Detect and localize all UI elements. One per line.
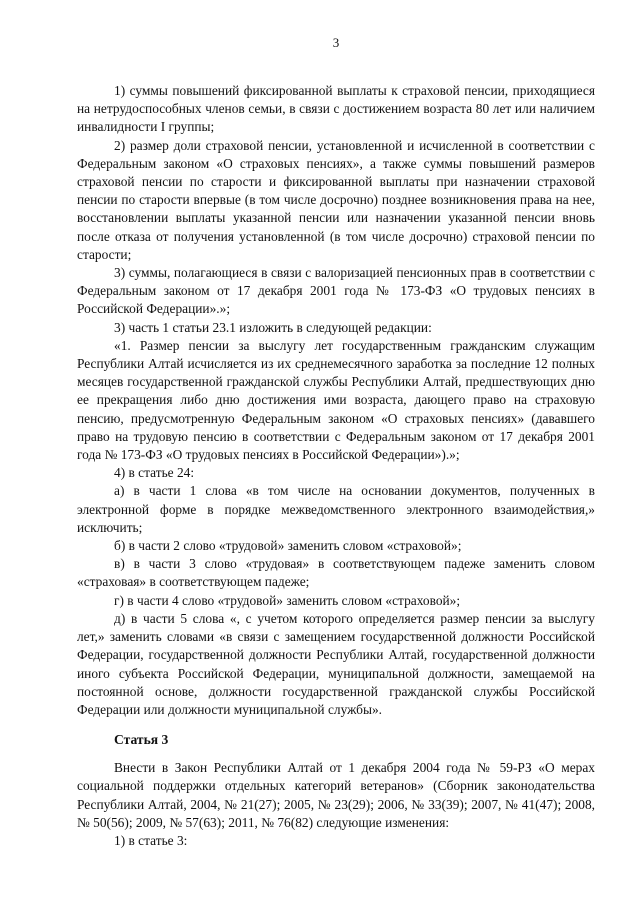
- paragraph-article24: 4) в статье 24:: [114, 465, 195, 481]
- paragraph-item-v: в) в части 3 слово «трудовая» в соответствующем падеже заменить словом «страховая» в соответствующем падеже;: [77, 556, 595, 590]
- paragraph-pension-share: 2) размер доли страховой пенсии, установленной и исчисленной в соответствии с Федеральным законом «О страховых пенсиях», а также суммы повышений размеров страховой пенсии по старости и фиксированной выплаты при назначении страховой пенсии по старости впервые (в том числе досрочно) позднее возникновения права на нее, восстановлении выплаты указанной пенсии или назначении указанной пенсии вновь после отказа от получения установленной (в том числе досрочно) страховой пенсии по старости;: [77, 137, 595, 262]
- document-page: [77, 36, 595, 850]
- paragraph-item-b: б) в части 2 слово «трудовой» заменить словом «страховой»;: [114, 538, 462, 554]
- paragraph-item-d: д) в части 5 слова «, с учетом которого определяется размер пенсии за выслугу лет,» заменить словами «в связи с замещением государственной должности Российской Федерации, государственной должности Республики Алтай, государственной должности иного субъекта Российской Федерации, муниципальной должности, замещаемой на постоянной основе, должности государственной гражданской службы Российской Федерации или должности муниципальной службы».: [77, 610, 595, 717]
- paragraph-amend-law: Внести в Закон Республики Алтай от 1 декабря 2004 года № 59-РЗ «О мерах социальной поддержки отдельных категорий ветеранов» (Сборник законодательства Республики Алтай, 2004, № 21(27); 2005, № 23(29); 2006, № 33(39); 2007, № 41(47); 2008, № 50(56); 2009, № 57(63); 2011, № 76(82) следующие изменения:: [77, 760, 595, 830]
- paragraph-pension-increase: 1) суммы повышений фиксированной выплаты к страховой пенсии, приходящиеся на нетрудоспособных членов семьи, в связи с достижением возраста 80 лет или наличием инвалидности I группы;: [77, 83, 595, 135]
- paragraph-article3: 1) в статье 3:: [114, 832, 188, 848]
- paragraph-item-g: г) в части 4 слово «трудовой» заменить словом «страховой»;: [114, 592, 461, 608]
- paragraph-new-wording: «1. Размер пенсии за выслугу лет государственным гражданским служащим Республики Алтай исчисляется из их среднемесячного заработка за последние 12 полных месяцев государственной гражданской службы Республики Алтай, предшествующих дню ее прекращения либо дню достижения ими возраста, дающего право на страховую пенсию, предусмотренную Федеральным законом «О страховых пенсиях» (дававшего право на трудовую пенсию в соответствии с Федеральным законом от 17 декабря 2001 года № 173-ФЗ «О трудовых пенсиях в Российской Федерации»).»;: [77, 337, 595, 463]
- paragraph-valorization: 3) суммы, полагающиеся в связи с валоризацией пенсионных прав в соответствии с Федеральным законом от 17 декабря 2001 года № 173-ФЗ «О трудовых пенсиях в Российской Федерации».»;: [77, 265, 595, 317]
- paragraph-part1-article23: 3) часть 1 статьи 23.1 изложить в следующей редакции:: [114, 319, 432, 335]
- page-number: 3: [332, 35, 340, 50]
- paragraph-item-a: а) в части 1 слова «в том числе на основании документов, полученных в электронной форме в порядке межведомственного электронного взаимодействия,» исключить;: [77, 483, 595, 535]
- article-heading: Статья 3: [114, 732, 169, 748]
